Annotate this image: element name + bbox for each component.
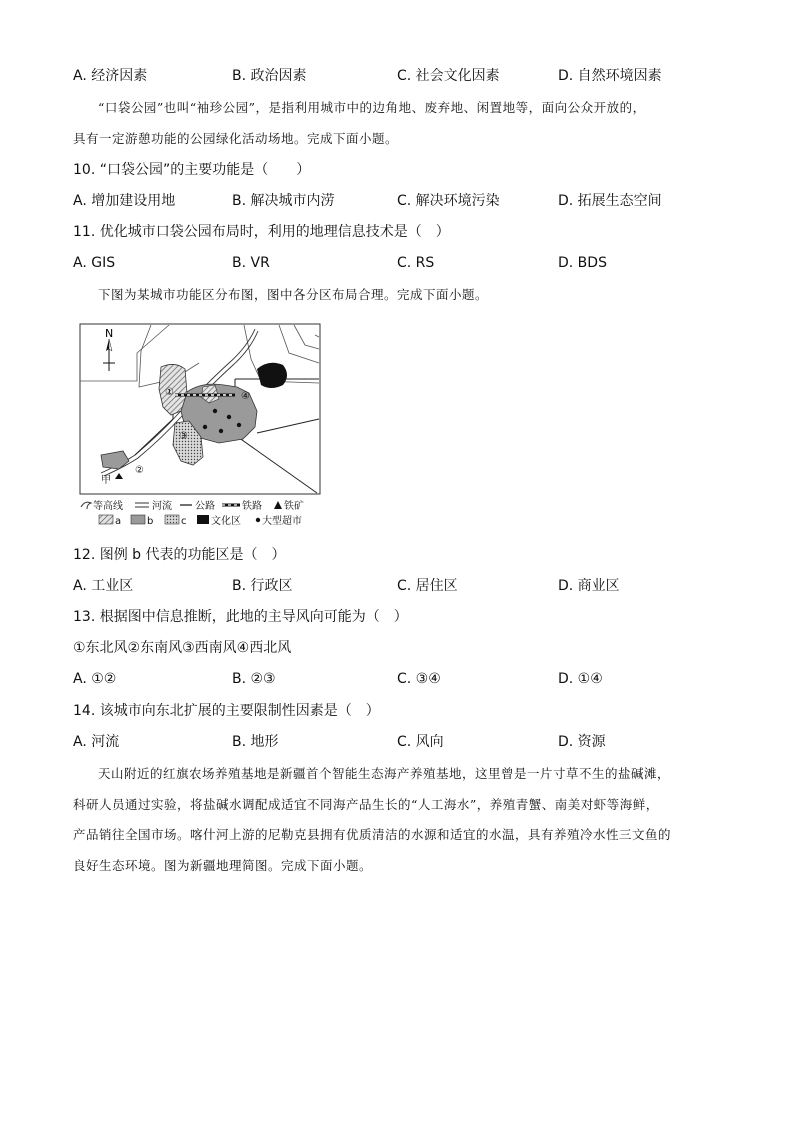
- legend-mine: 铁矿: [284, 501, 304, 512]
- q12-option-c: C. 居住区: [397, 578, 458, 594]
- passage-line: 具有一定游憩功能的公园绿化活动场地。完成下面小题。: [73, 130, 399, 146]
- legend-mine-icon: [274, 501, 282, 509]
- legend-road: 公路: [195, 501, 215, 512]
- q12-option-b: B. 行政区: [232, 578, 293, 594]
- legend-contour: 等高线: [93, 501, 123, 512]
- north-label: N: [105, 327, 114, 340]
- legend-a-swatch: [99, 515, 113, 524]
- legend-river-icon: [135, 503, 149, 507]
- q10-option-a: A. 增加建设用地: [73, 193, 176, 209]
- q10-options: [73, 192, 733, 210]
- passage-pocket-park: [73, 93, 723, 154]
- q14-stem: 14. 该城市向东北扩展的主要限制性因素是（ ）: [73, 703, 380, 719]
- legend-culture-swatch: [197, 515, 209, 524]
- q11-options: [73, 254, 733, 272]
- q13-options: [73, 670, 733, 688]
- culture-zone: [257, 363, 287, 388]
- q12-stem: 12. 图例 b 代表的功能区是（ ）: [73, 547, 286, 563]
- q13-option-d: D. ①④: [558, 671, 603, 687]
- q9-option-a: A. 经济因素: [73, 68, 148, 84]
- passage-xinjiang: [73, 759, 723, 881]
- label-zone-4: ④: [241, 391, 250, 402]
- passage-line: 产品销往全国市场。喀什河上游的尼勒克县拥有优质清洁的水源和适宜的水温，具有养殖冷水性三文鱼的: [73, 827, 672, 842]
- q13-option-a: A. ①②: [73, 671, 117, 687]
- q10-stem: 10. “口袋公园”的主要功能是（ ）: [73, 162, 311, 178]
- legend-c: c: [181, 516, 187, 527]
- q14-option-d: D. 资源: [558, 734, 606, 750]
- legend-c-swatch: [165, 515, 179, 524]
- q11-option-a: A. GIS: [73, 255, 116, 271]
- q13-stem: 13. 根据图中信息推断，此地的主导风向可能为（ ）: [73, 609, 408, 625]
- q9-options: [73, 67, 733, 85]
- q12-option-d: D. 商业区: [558, 578, 620, 594]
- q14-options: [73, 733, 733, 751]
- legend-row-2: [99, 514, 302, 527]
- q9-option-c: C. 社会文化因素: [397, 68, 500, 84]
- q11-stem: 11. 优化城市口袋公园布局时，利用的地理信息技术是（ ）: [73, 224, 450, 240]
- passage-line: 良好生态环境。图为新疆地理简图。完成下面小题。: [73, 857, 373, 873]
- q10-option-d: D. 拓展生态空间: [558, 193, 662, 209]
- legend-railway: 铁路: [242, 501, 262, 512]
- legend-a: a: [115, 516, 122, 527]
- legend-contour-icon: [81, 502, 91, 509]
- q12-options: [73, 577, 733, 595]
- passage-line: “口袋公园”也叫“袖珍公园”，是指利用城市中的边角地、废弃地、闲置地等，面向公众开放的，: [98, 100, 646, 115]
- legend-row-1: [81, 499, 304, 512]
- passage-line: 天山附近的红旗农场养殖基地是新疆首个智能生态海产养殖基地，这里曾是一片寸草不生的盐碱滩，: [98, 766, 671, 781]
- label-zone-3: ③: [179, 431, 188, 442]
- q14-option-a: A. 河流: [73, 734, 120, 750]
- q11-option-c: C. RS: [397, 255, 435, 271]
- label-jia: 甲: [101, 475, 111, 486]
- passage-line: 下图为某城市功能区分布图，图中各分区布局合理。完成下面小题。: [98, 287, 489, 302]
- passage-city-map: [73, 280, 723, 311]
- q10-option-b: B. 解决城市内涝: [232, 193, 335, 209]
- legend-river: 河流: [152, 501, 172, 512]
- legend-supermarket-icon: [256, 518, 260, 522]
- label-zone-1: ①: [165, 387, 174, 398]
- legend-b-swatch: [131, 515, 145, 524]
- q14-option-c: C. 风向: [397, 734, 444, 750]
- q11-option-d: D. BDS: [558, 255, 607, 271]
- q10-option-c: C. 解决环境污染: [397, 193, 500, 209]
- q9-option-b: B. 政治因素: [232, 68, 307, 84]
- q9-option-d: D. 自然环境因素: [558, 68, 662, 84]
- passage-line: 科研人员通过实验，将盐碱水调配成适宜不同海产品生长的“人工海水”，养殖青蟹、南美对虾等海鲜，: [73, 796, 659, 812]
- q12-option-a: A. 工业区: [73, 578, 134, 594]
- q11-option-b: B. VR: [232, 255, 270, 271]
- q13-sub-options: ①东北风②东南风③西南风④西北风: [73, 640, 292, 656]
- q13-option-c: C. ③④: [397, 671, 441, 687]
- city-function-map: [79, 323, 324, 528]
- legend-b: b: [147, 516, 154, 527]
- legend-culture: 文化区: [211, 516, 241, 527]
- legend-supermarket: 大型超市: [262, 516, 302, 527]
- q13-option-b: B. ②③: [232, 671, 276, 687]
- q14-option-b: B. 地形: [232, 734, 279, 750]
- label-zone-2: ②: [135, 465, 144, 476]
